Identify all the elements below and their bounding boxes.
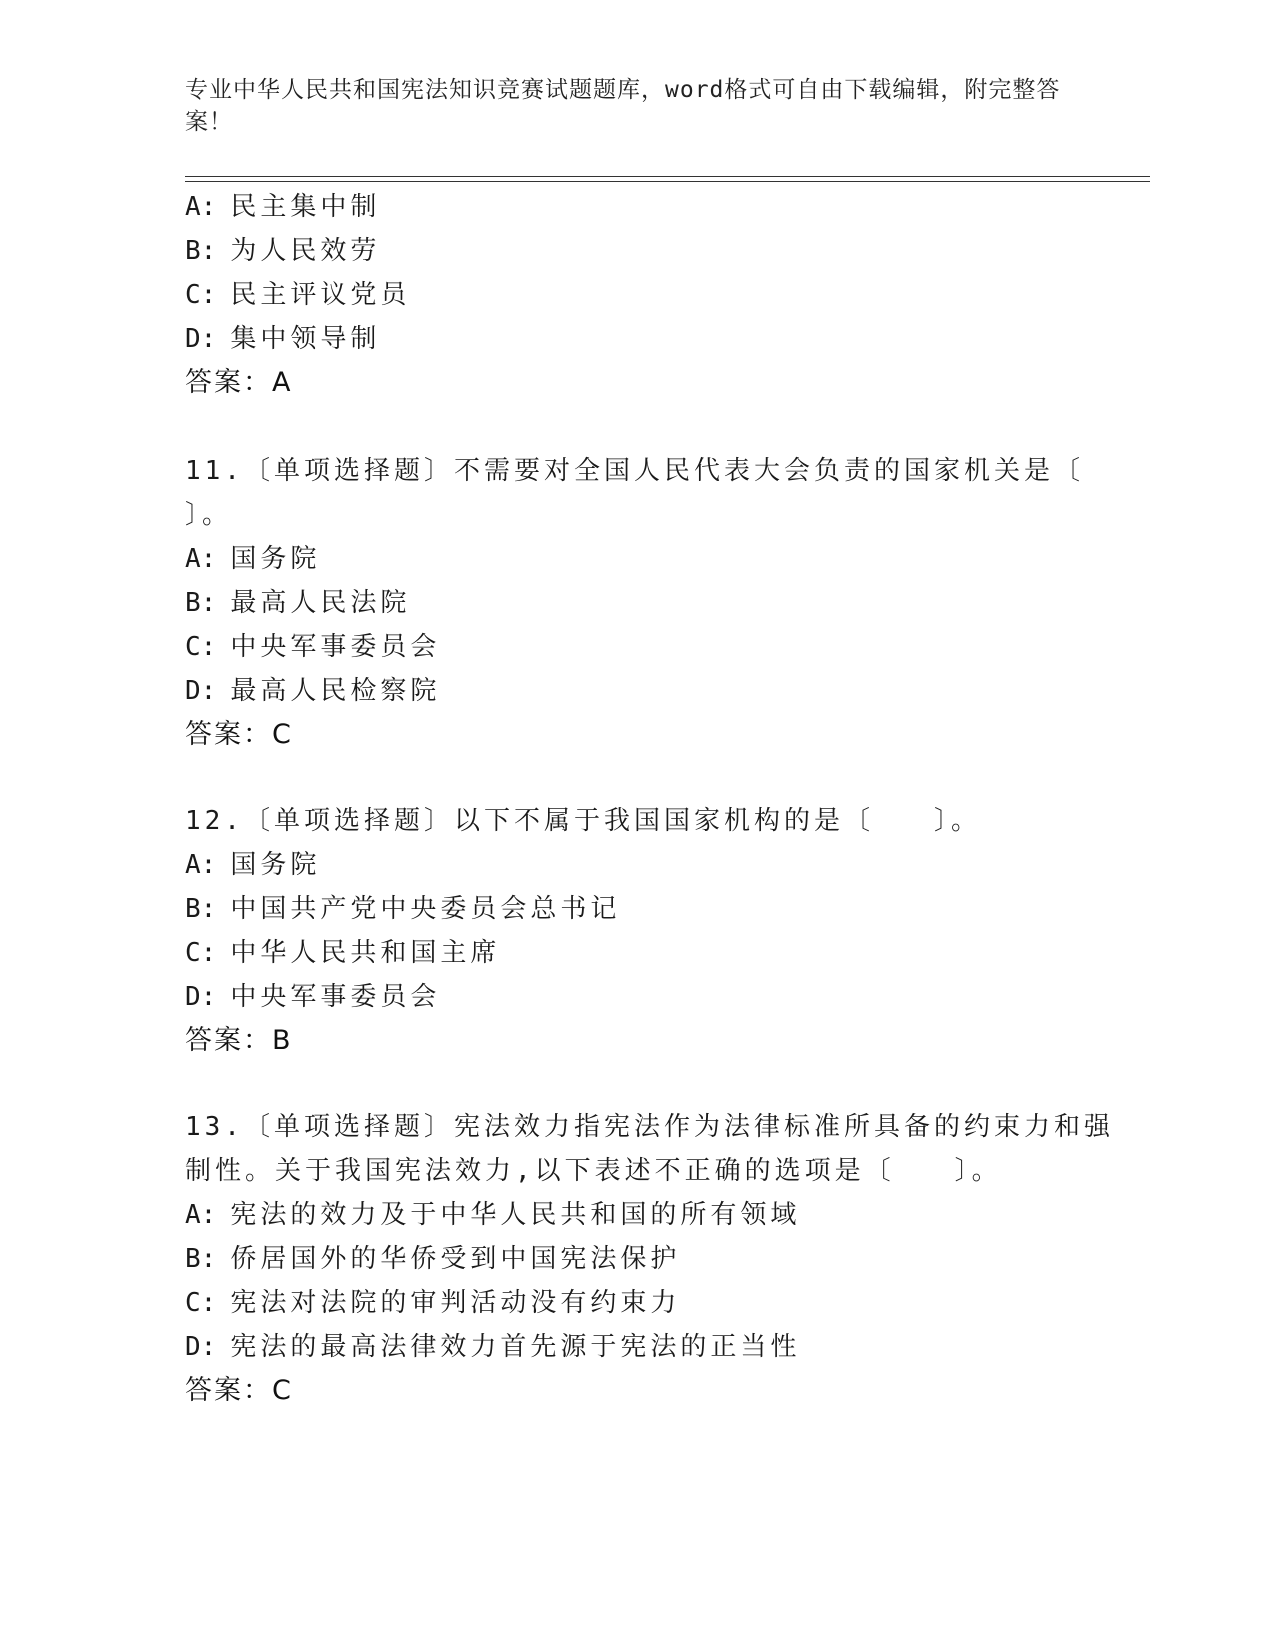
option-text: 中国共产党中央委员会总书记	[230, 894, 621, 924]
option-text: 最高人民法院	[230, 588, 411, 618]
option-c	[185, 632, 440, 662]
option-d	[185, 676, 440, 706]
answer-line	[185, 720, 292, 750]
option-letter: D:	[185, 982, 217, 1012]
option-text: 为人民效劳	[230, 236, 381, 266]
option-letter: A:	[185, 544, 217, 574]
option-text: 中央军事委员会	[230, 632, 441, 662]
header-rule-bottom	[185, 181, 1150, 182]
option-d	[185, 324, 380, 354]
answer-line	[185, 1376, 292, 1406]
option-letter: A:	[185, 850, 217, 880]
page-header: 专业中华人民共和国宪法知识竞赛试题题库，word格式可自由下载编辑，附完整答案！	[185, 77, 1061, 135]
answer-line	[185, 1026, 292, 1056]
option-text: 中华人民共和国主席	[230, 938, 501, 968]
option-letter: C:	[185, 1288, 217, 1318]
option-text: 国务院	[230, 544, 321, 574]
option-text: 侨居国外的华侨受到中国宪法保护	[230, 1244, 681, 1274]
option-a	[185, 850, 320, 880]
option-c	[185, 1288, 680, 1318]
option-letter: C:	[185, 632, 217, 662]
option-text: 宪法的效力及于中华人民共和国的所有领域	[230, 1200, 801, 1230]
option-letter: B:	[185, 1244, 217, 1274]
option-b	[185, 894, 620, 924]
answer-label: 答案：	[185, 367, 272, 398]
option-letter: B:	[185, 894, 217, 924]
option-a	[185, 544, 320, 574]
option-b	[185, 1244, 680, 1274]
option-letter: D:	[185, 1332, 217, 1362]
option-a	[185, 192, 380, 222]
option-letter: C:	[185, 938, 217, 968]
option-text: 最高人民检察院	[230, 676, 441, 706]
answer-label: 答案：	[185, 1025, 272, 1056]
option-letter: A:	[185, 1200, 217, 1230]
answer-label: 答案：	[185, 1375, 272, 1406]
option-text: 中央军事委员会	[230, 982, 441, 1012]
question-line: 12.〔单项选择题〕以下不属于我国国家机构的是〔 〕。	[185, 806, 981, 836]
answer-value: A	[272, 367, 292, 398]
answer-value: C	[272, 1375, 292, 1406]
option-letter: A:	[185, 192, 217, 222]
option-d	[185, 1332, 800, 1362]
option-letter: C:	[185, 280, 217, 310]
option-b	[185, 588, 410, 618]
answer-line	[185, 368, 291, 398]
option-text: 宪法的最高法律效力首先源于宪法的正当性	[230, 1332, 801, 1362]
answer-label: 答案：	[185, 719, 272, 750]
option-text: 集中领导制	[230, 324, 381, 354]
question-line: 11.〔单项选择题〕不需要对全国人民代表大会负责的国家机关是〔	[185, 456, 1084, 486]
option-letter: D:	[185, 676, 217, 706]
answer-value: C	[272, 719, 292, 750]
option-text: 民主集中制	[230, 192, 381, 222]
option-c	[185, 280, 410, 310]
question-line: 制性。关于我国宪法效力,以下表述不正确的选项是〔 〕。	[185, 1156, 1002, 1186]
option-letter: B:	[185, 236, 217, 266]
option-a	[185, 1200, 800, 1230]
option-text: 宪法对法院的审判活动没有约束力	[230, 1288, 681, 1318]
option-letter: B:	[185, 588, 217, 618]
option-text: 民主评议党员	[230, 280, 411, 310]
answer-value: B	[272, 1025, 292, 1056]
option-c	[185, 938, 500, 968]
option-d	[185, 982, 440, 1012]
question-line: 〕。	[185, 500, 233, 530]
option-b	[185, 236, 380, 266]
header-rule-top	[185, 176, 1150, 177]
question-line: 13.〔单项选择题〕宪法效力指宪法作为法律标准所具备的约束力和强	[185, 1112, 1114, 1142]
option-letter: D:	[185, 324, 217, 354]
option-text: 国务院	[230, 850, 321, 880]
